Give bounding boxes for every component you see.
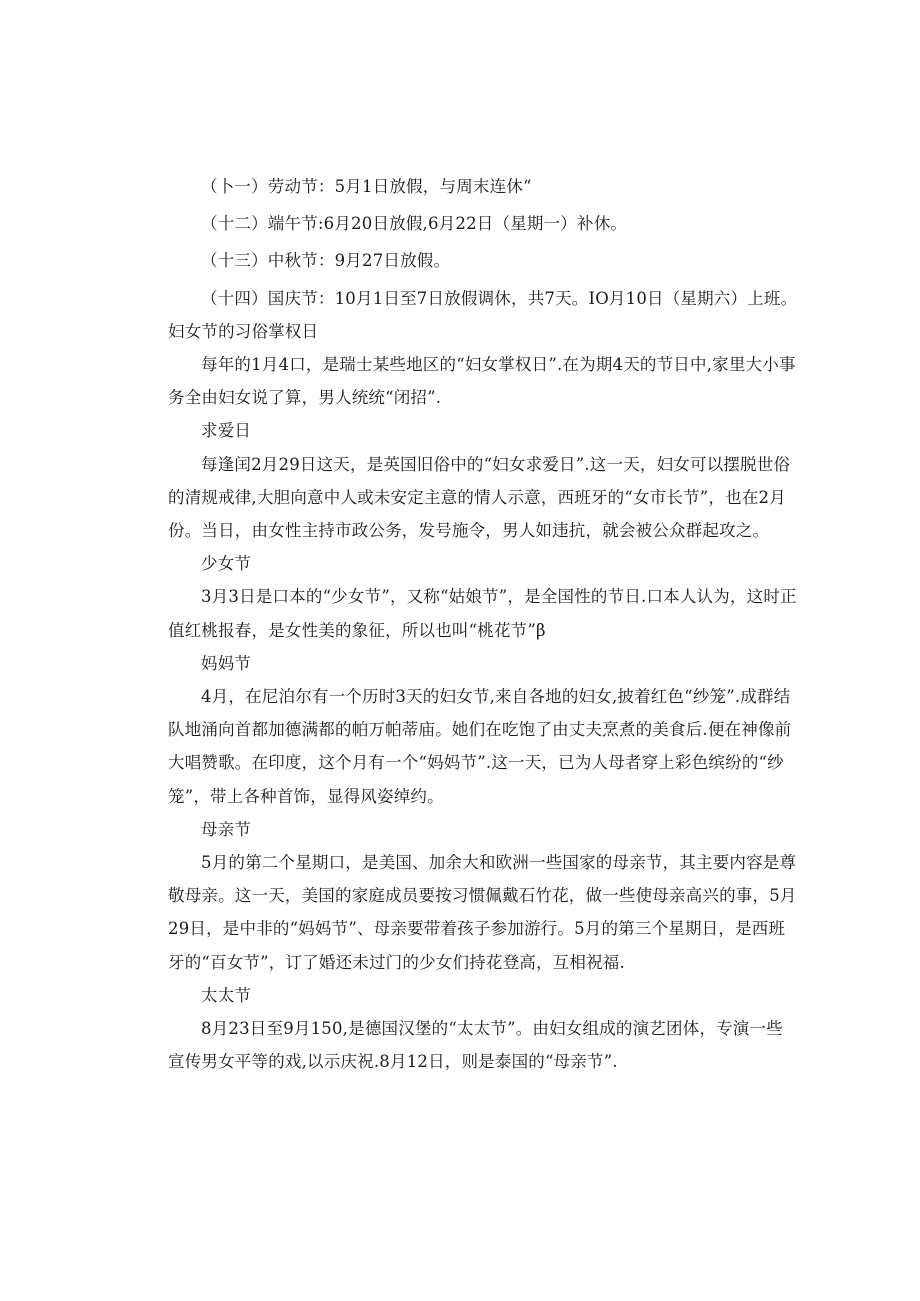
- heading-wives-day: 太太节: [201, 985, 252, 1005]
- heading-mama-day: 妈妈节: [201, 653, 252, 673]
- heading-girls-day: 少女节: [201, 554, 252, 574]
- document-body: [168, 170, 798, 1078]
- holiday-item-national-day: （十四）国庆节：10月1日至7日放假调休，共7天。IO月10日（星期六）上班。妇女节的习俗掌权日: [168, 288, 798, 341]
- holiday-item-mid-autumn: （十三）中秋节：9月27日放假。: [201, 251, 451, 271]
- paragraph-courtship-day: 每逢闰2月29日这天，是英国旧俗中的“妇女求爱日”.这一天，妇女可以摆脱世俗的清规戒律,大胆向意中人或未安定主意的情人示意，西班牙的“女市长节”，也在2月份。当日，由女性主持市政公务，发号施令，男人如违抗，就会被公众群起攻之。: [168, 454, 791, 541]
- paragraph-women-power-day: 每年的1月4口，是瑞士某些地区的“妇女掌权日”.在为期4天的节日中,家里大小事务全由妇女说了算，男人统统“闭招”.: [168, 355, 796, 408]
- holiday-item-dragon-boat: （十二）端午节:6月20日放假,6月22日（星期一）补休。: [201, 214, 628, 234]
- paragraph-mama-day: 4月，在尼泊尔有一个历时3天的妇女节,来自各地的妇女,披着红色“纱笼”.成群结队地涌向首都加德满都的帕万帕蒂庙。她们在吃饱了由丈夫烹煮的美食后.便在神像前大唱赞歌。在印度，这个月有一个“妈妈节”.这一天，已为人母者穿上彩色缤纷的“纱笼”，带上各种首饰，显得风姿绰约。: [168, 687, 792, 806]
- paragraph-wives-day: 8月23日至9月150,是德国汉堡的“太太节”。由妇女组成的演艺团体，专演一些宣传男女平等的戏,以示庆祝.8月12日，则是泰国的“母亲节”.: [168, 1019, 783, 1072]
- paragraph-girls-day: 3月3日是口本的“少女节”，又称“姑娘节”，是全国性的节日.口本人认为，这时正值红桃报春，是女性美的象征，所以也叫“桃花节”β: [168, 587, 797, 640]
- holiday-item-labor-day: （卜一）劳动节：5月1日放假，与周末连休“: [201, 177, 532, 196]
- paragraph-mothers-day: 5月的第二个星期口，是美国、加余大和欧洲一些国家的母亲节，其主要内容是尊敬母亲。这一天，美国的家庭成员要按习惯佩戴石竹花，做一些使母亲高兴的事，5月29日，是中非的“妈妈节”、母亲要带着孩子参加游行。5月的第三个星期日，是西班牙的“百女节”，订了婚还未过门的少女们持花登高，互相祝福.: [168, 853, 797, 972]
- heading-mothers-day: 母亲节: [201, 819, 252, 839]
- heading-courtship-day: 求爱日: [201, 421, 252, 441]
